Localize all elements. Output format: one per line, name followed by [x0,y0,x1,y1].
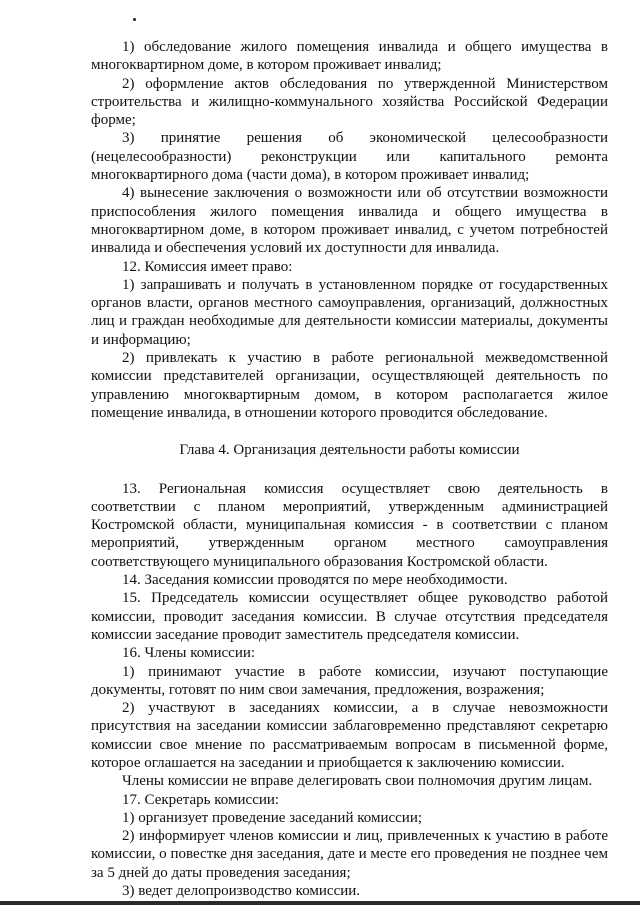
paragraph-11-item-2: 2) оформление актов обследования по утвержденной Министерством строительства и жилищно-коммунального хозяйства Российской Федерации форме; [91,75,608,129]
paragraph-17-item-2: 2) информирует членов комиссии и лиц, привлеченных к участию в работе комиссии, о повестке дня заседания, дате и месте его проведения не позднее чем за 5 дней до даты проведения заседания; [91,828,608,881]
paragraph-16-item-2: 2) участвуют в заседаниях комиссии, а в случае невозможности присутствия на заседании комиссии заблаговременно представляют секретарю комиссии свое мнение по рассматриваемым вопросам в письменной форме, которое оглашается на заседании и приобщается к заключению комиссии. [91,700,608,771]
paragraph-17-title: 17. Секретарь комиссии: [122,791,280,808]
document-body [91,38,608,900]
scan-edge-bar [0,901,640,905]
paragraph-17-item-1: 1) организует проведение заседаний комиссии; [122,809,423,826]
paragraph-11-item-1: 1) обследование жилого помещения инвалида и общего имущества в многоквартирном доме, в котором проживает инвалид; [91,39,608,74]
scan-speck [133,18,136,21]
paragraph-14: 14. Заседания комиссии проводятся по мере необходимости. [122,572,508,589]
paragraph-12-title: 12. Комиссия имеет право: [122,258,293,275]
paragraph-12-item-2: 2) привлекать к участию в работе региональной межведомственной комиссии представителей организации, осуществляющей деятельность по управлению многоквартирным домом, в котором располагается жилое помещение инвалида, в отношении которого проводится обследование. [91,350,608,421]
paragraph-13: 13. Региональная комиссия осуществляет свою деятельность в соответствии с планом мероприятий, утвержденным администрацией Костромской области, муниципальная комиссия - в соответствии с планом мероприятий, утвержденным органом местного самоуправления соответствующего муниципального образования Костромской области. [91,480,608,570]
chapter-heading: Глава 4. Организация деятельности работы комиссии [179,442,520,459]
paragraph-16-title: 16. Члены комиссии: [122,645,256,662]
paragraph-11-item-3: 3) принятие решения об экономической целесообразности (нецелесообразности) реконструкции или капитального ремонта многоквартирного дома (части дома), в котором проживает инвалид; [91,130,608,184]
paragraph-16-item-1: 1) принимают участие в работе комиссии, изучают поступающие документы, готовят по ним свои замечания, предложения, возражения; [91,663,608,698]
paragraph-15: 15. Председатель комиссии осуществляет общее руководство работой комиссии, проводит заседания комиссии. В случае отсутствия председателя комиссии заседание проводит заместитель председателя комиссии. [91,590,608,643]
paragraph-11-item-4: 4) вынесение заключения о возможности или об отсутствии возможности приспособления жилого помещения инвалида и общего имущества в многоквартирном доме, в котором проживает инвалид, с учетом потребностей инвалида и обеспечения условий их доступности для инвалида. [91,185,608,257]
paragraph-17-item-3: 3) ведет делопроизводство комиссии. [122,883,361,900]
paragraph-16-note: Члены комиссии не вправе делегировать свои полномочия другим лицам. [122,773,593,790]
paragraph-12-item-1: 1) запрашивать и получать в установленном порядке от государственных органов власти, органов местного самоуправления, организаций, должностных лиц и граждан необходимые для деятельности комиссии материалы, документы и информацию; [91,276,608,348]
